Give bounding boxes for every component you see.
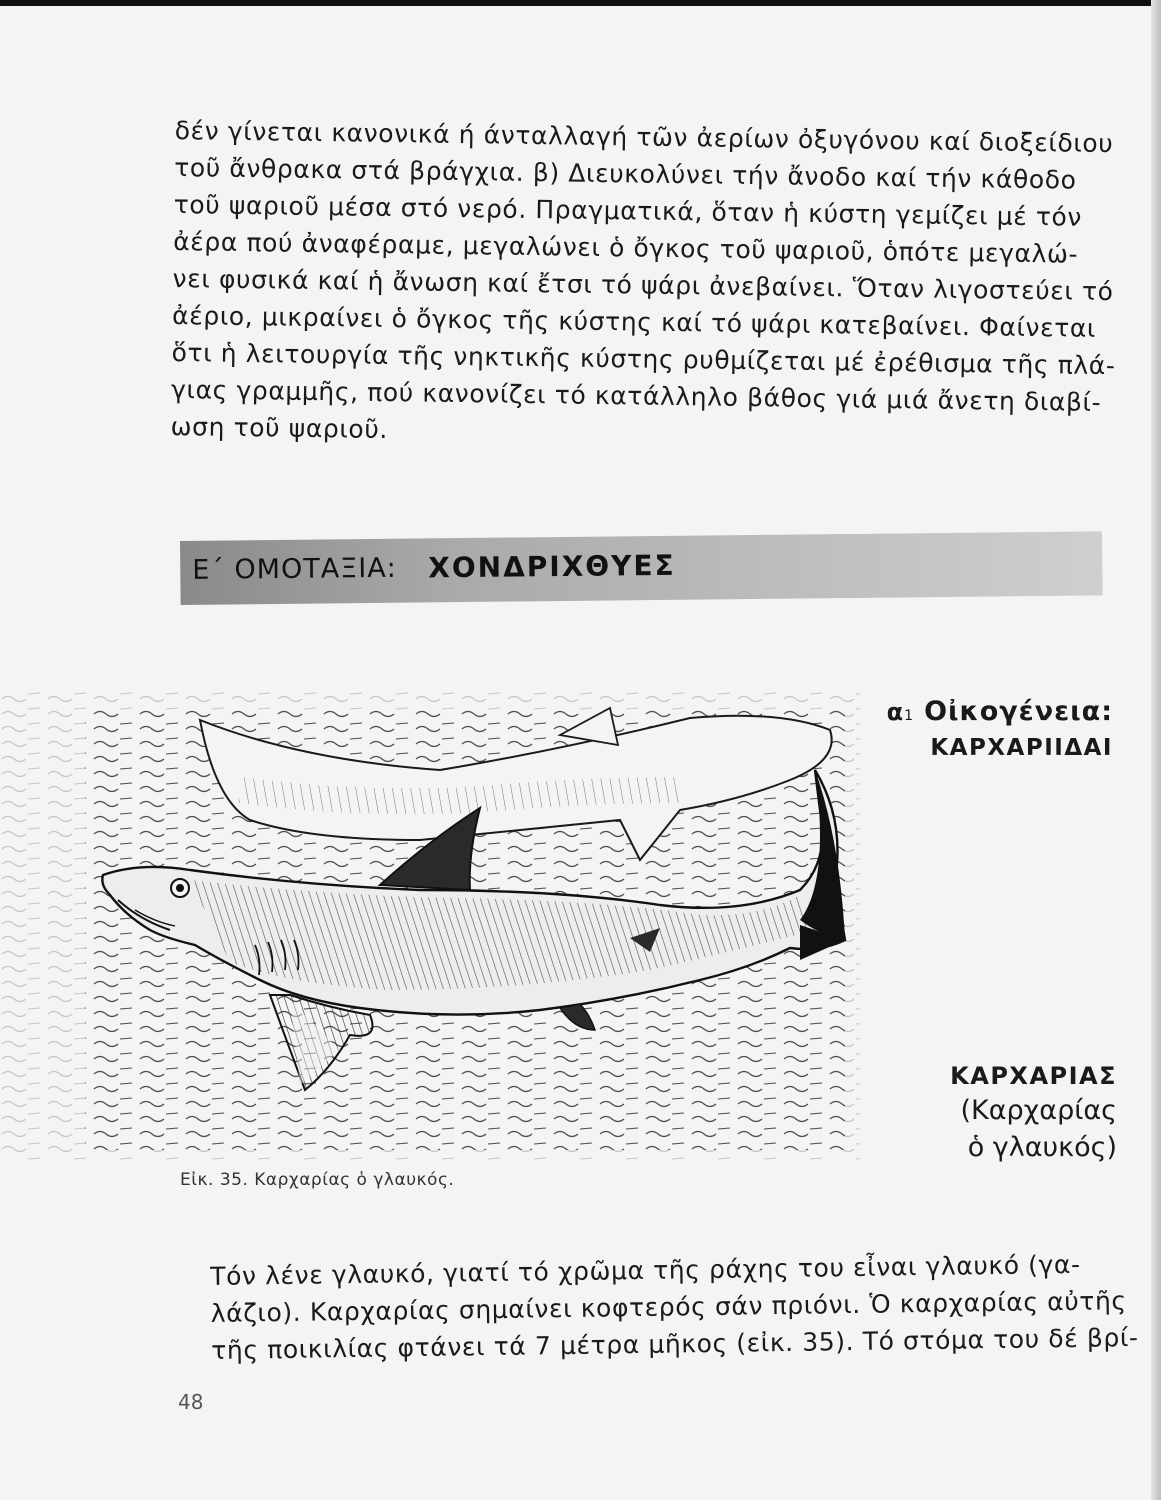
shark-illustration bbox=[0, 690, 860, 1160]
family-heading bbox=[887, 696, 1113, 761]
family-marker: α bbox=[886, 698, 905, 726]
text-line: τοῦ ἄνθρακα στά βράγχια. β) Διευκολύνει τήν ἄνοδο καί τήν κάθοδο bbox=[174, 152, 1077, 195]
family-title: Οἰκογένεια: bbox=[924, 696, 1113, 727]
text-line: ὅτι ἡ λειτουργία τῆς νηκτικῆς κύστης ρυθμίζεται μέ ἐρέθισμα τῆς πλά- bbox=[171, 337, 1116, 381]
text-line: ἀέριο, μικραίνει ὁ ὄγκος τῆς κύστης καί τό ψάρι κατεβαίνει. Φαίνεται bbox=[171, 300, 1097, 343]
text-line: λάζιο). Καρχαρίας σημαίνει κοφτερός σάν πριόνι. Ὁ καρχαρίας αὐτῆς bbox=[210, 1286, 1127, 1328]
scan-right-edge bbox=[1151, 0, 1161, 1500]
section-label: Ε΄ ΟΜΟΤΑΞΙΑ: bbox=[192, 552, 397, 586]
text-line: Τόν λένε γλαυκό, γιατί τό χρῶμα τῆς ράχης του εἶναι γλαυκό (γα- bbox=[210, 1249, 1081, 1291]
species-name: ΚΑΡΧΑΡΙΑΣ bbox=[950, 1062, 1117, 1090]
paragraph-swim-bladder bbox=[170, 112, 1116, 458]
text-line: τῆς ποικιλίας φτάνει τά 7 μέτρα μῆκος (εἰκ. 35). Τό στόμα του δέ βρί- bbox=[211, 1323, 1139, 1365]
species-scientific-line-1: (Καρχαρίας bbox=[960, 1095, 1117, 1126]
species-scientific-line-2: ὁ γλαυκός) bbox=[967, 1132, 1117, 1163]
family-name: ΚΑΡΧΑΡΙΙΔΑΙ bbox=[930, 735, 1113, 761]
text-line: ωση τοῦ ψαριοῦ. bbox=[170, 411, 389, 445]
text-line: δέν γίνεται κανονικά ή άνταλλαγή τῶν ἀερίων ὀξυγόνου καί διοξείδιου bbox=[174, 115, 1114, 159]
paragraph-shark-description bbox=[210, 1245, 1139, 1369]
text-line: νει φυσικά καί ἡ ἄνωση καί ἔτσι τό ψάρι ἀνεβαίνει. Ὅταν λιγοστεύει τό bbox=[172, 263, 1114, 307]
scan-top-border bbox=[0, 0, 1161, 6]
family-marker-sub: 1 bbox=[904, 708, 915, 724]
page-number: 48 bbox=[178, 1390, 204, 1414]
figure-caption: Εἰκ. 35. Καρχαρίας ὁ γλαυκός. bbox=[180, 1170, 455, 1190]
section-heading-bar bbox=[180, 531, 1103, 605]
text-line: τοῦ ψαριοῦ μέσα στό νερό. Πραγματικά, ὅταν ἡ κύστη γεμίζει μέ τόν bbox=[173, 189, 1083, 232]
section-name: ΧΟΝΔΡΙΧΘΥΕΣ bbox=[428, 548, 676, 585]
text-line: γιας γραμμῆς, πού κανονίζει τό κατάλληλο βάθος γιά μιά ἄνετη διαβί- bbox=[170, 374, 1102, 417]
species-label bbox=[950, 1062, 1117, 1164]
family-title-line bbox=[887, 696, 1113, 727]
text-line: ἀέρα πού ἀναφέραμε, μεγαλώνει ὁ ὄγκος τοῦ ψαριοῦ, ὁπότε μεγαλώ- bbox=[172, 226, 1079, 269]
